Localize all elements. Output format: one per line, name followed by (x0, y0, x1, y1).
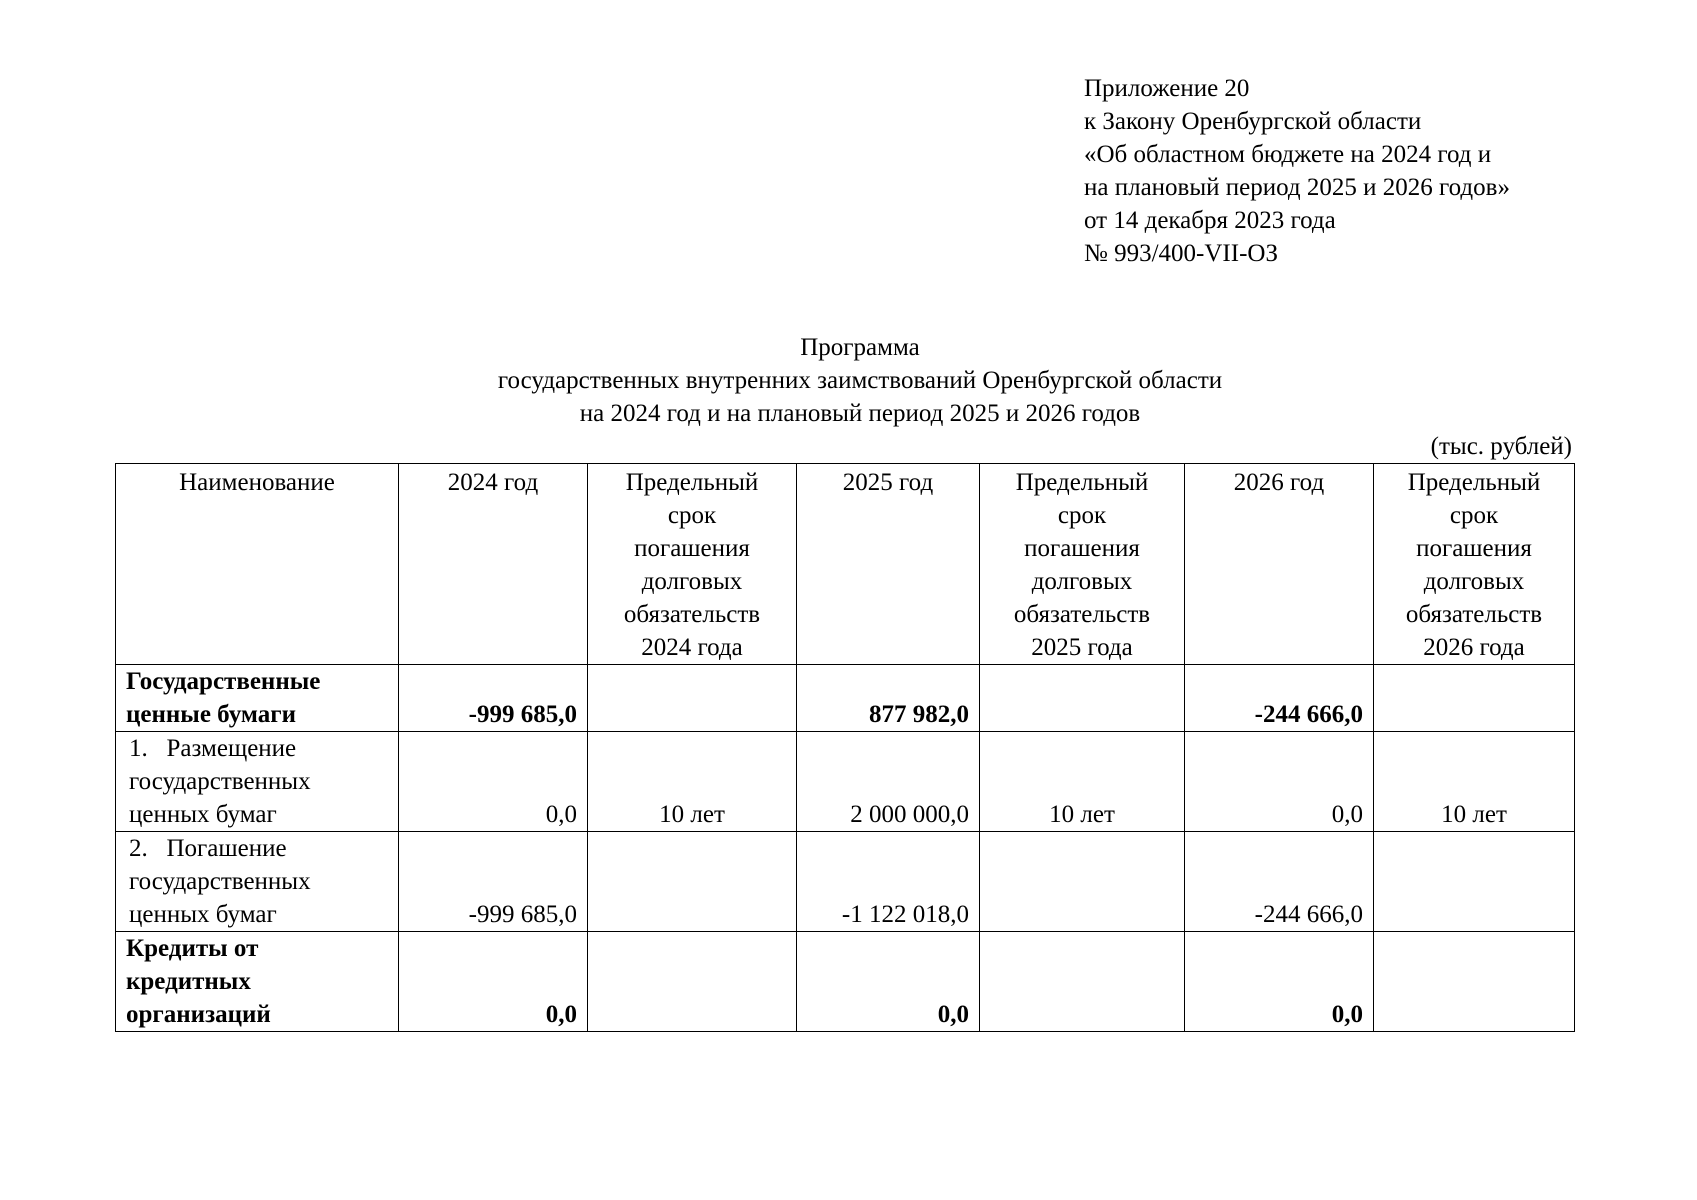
value-2025: 0,0 (797, 932, 980, 1032)
appendix-block (1084, 72, 1644, 270)
table-header-row (116, 464, 1575, 665)
units-label: (тыс. рублей) (1430, 433, 1572, 460)
title-line: государственных внутренних заимствований Оренбургской области (497, 367, 1223, 394)
header-2026: 2026 год (1185, 464, 1374, 665)
term-2025 (980, 832, 1185, 932)
row-name: Кредиты от кредитных организаций (116, 932, 399, 1032)
term-2024 (588, 665, 797, 732)
table-row (116, 665, 1575, 732)
header-term-2024: Предельный срок погашения долговых обязательств 2024 года (588, 464, 797, 665)
value-2024: -999 685,0 (399, 665, 588, 732)
header-name: Наименование (116, 464, 399, 665)
value-2024: 0,0 (399, 732, 588, 832)
appendix-line: «Об областном бюджете на 2024 год и (1084, 141, 1492, 168)
value-2026: -244 666,0 (1185, 832, 1374, 932)
header-2024: 2024 год (399, 464, 588, 665)
value-2024: 0,0 (399, 932, 588, 1032)
document-title (115, 331, 1605, 430)
header-2025: 2025 год (797, 464, 980, 665)
term-2025: 10 лет (980, 732, 1185, 832)
table-row (116, 732, 1575, 832)
table-row (116, 832, 1575, 932)
row-name: 2. Погашение государственных ценных бумаг (116, 832, 399, 932)
value-2026: 0,0 (1185, 932, 1374, 1032)
term-2026 (1374, 932, 1575, 1032)
appendix-line: Приложение 20 (1084, 75, 1250, 102)
value-2026: -244 666,0 (1185, 665, 1374, 732)
term-2024 (588, 832, 797, 932)
header-term-2026: Предельный срок погашения долговых обязательств 2026 года (1374, 464, 1575, 665)
appendix-line: к Закону Оренбургской области (1084, 108, 1422, 135)
value-2024: -999 685,0 (399, 832, 588, 932)
term-2024 (588, 932, 797, 1032)
value-2025: -1 122 018,0 (797, 832, 980, 932)
value-2026: 0,0 (1185, 732, 1374, 832)
borrowings-table (115, 463, 1575, 1032)
term-2025 (980, 932, 1185, 1032)
value-2025: 2 000 000,0 (797, 732, 980, 832)
term-2025 (980, 665, 1185, 732)
term-2026 (1374, 832, 1575, 932)
term-2026: 10 лет (1374, 732, 1575, 832)
appendix-line: на плановый период 2025 и 2026 годов» (1084, 174, 1510, 201)
value-2025: 877 982,0 (797, 665, 980, 732)
title-line: на 2024 год и на плановый период 2025 и 2026 годов (579, 400, 1141, 427)
header-term-2025: Предельный срок погашения долговых обязательств 2025 года (980, 464, 1185, 665)
table-row (116, 932, 1575, 1032)
term-2026 (1374, 665, 1575, 732)
appendix-line: от 14 декабря 2023 года (1084, 207, 1336, 234)
row-name: Государственные ценные бумаги (116, 665, 399, 732)
appendix-line: № 993/400-VII-ОЗ (1084, 240, 1278, 267)
row-name: 1. Размещение государственных ценных бумаг (116, 732, 399, 832)
term-2024: 10 лет (588, 732, 797, 832)
title-line: Программа (800, 334, 920, 361)
